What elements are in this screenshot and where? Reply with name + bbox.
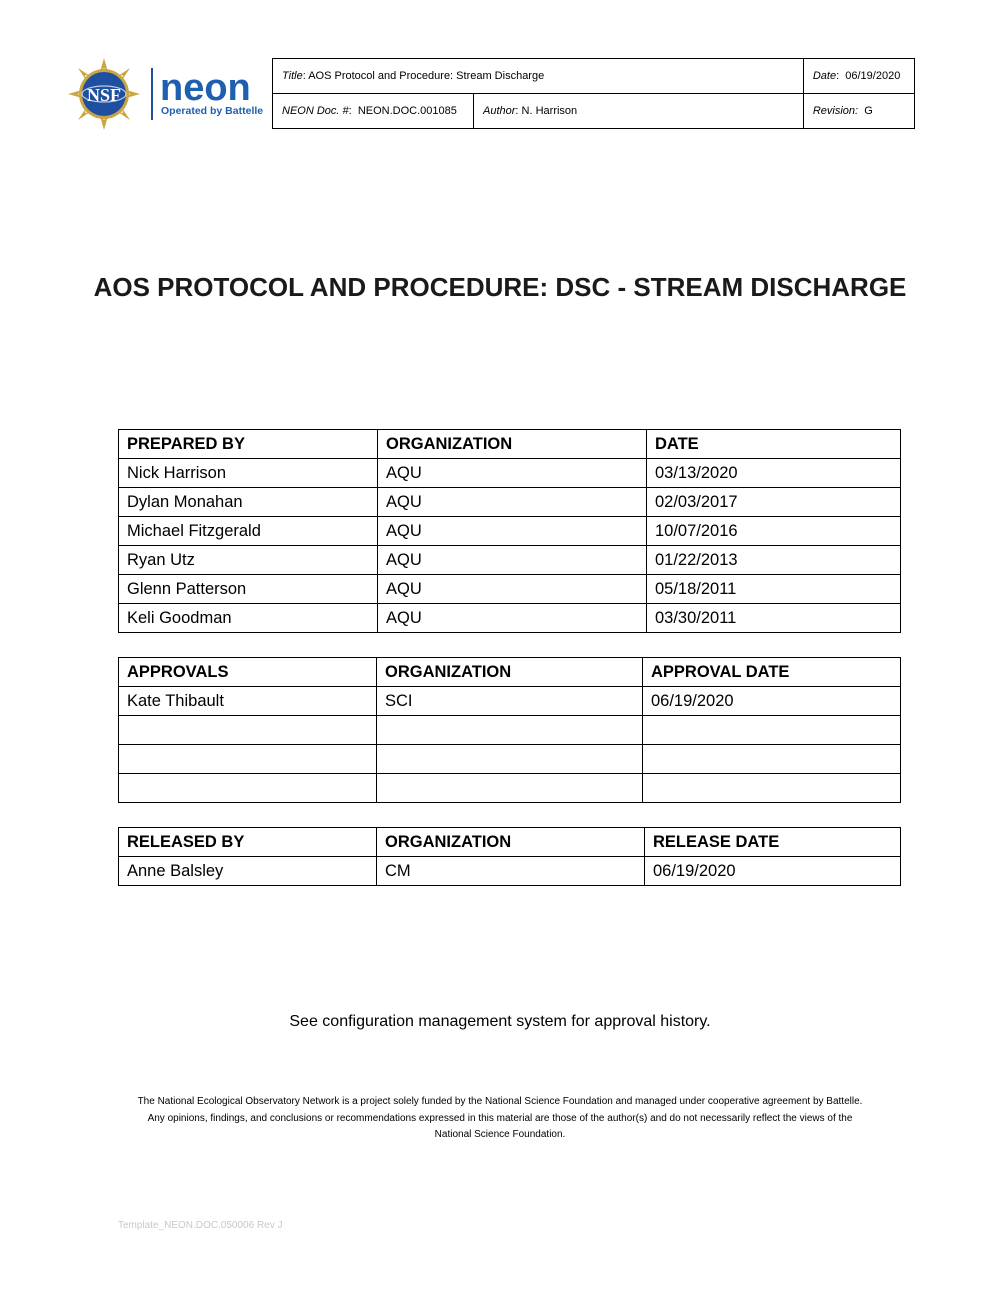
cell: 05/18/2011	[647, 575, 901, 604]
header-logo	[66, 58, 272, 130]
title-value: AOS Protocol and Procedure: Stream Discharge	[308, 70, 545, 82]
cell	[119, 774, 377, 803]
cell: Ryan Utz	[119, 546, 378, 575]
table-header-row	[119, 430, 901, 459]
cell	[119, 716, 377, 745]
battelle-subtitle: Operated by Battelle	[161, 105, 264, 117]
cell: CM	[377, 857, 645, 886]
disclaimer-line: The National Ecological Observatory Network is a project solely funded by the National Science Foundation and managed under cooperative agreement by Battelle.	[137, 1096, 863, 1107]
cell: Keli Goodman	[119, 604, 378, 633]
cell: 06/19/2020	[645, 857, 901, 886]
column-header: RELEASE DATE	[645, 828, 901, 857]
cell	[377, 745, 643, 774]
column-header: APPROVALS	[119, 658, 377, 687]
table-row	[119, 604, 901, 633]
cell	[643, 716, 901, 745]
cell	[377, 716, 643, 745]
table-row	[119, 575, 901, 604]
date-label: Date	[812, 70, 837, 82]
cell	[643, 774, 901, 803]
cell: 02/03/2017	[647, 488, 901, 517]
column-header: PREPARED BY	[119, 430, 378, 459]
cell: Kate Thibault	[119, 687, 377, 716]
cell: AQU	[378, 488, 647, 517]
revision-value: G	[864, 105, 873, 117]
cell	[377, 774, 643, 803]
column-header: ORGANIZATION	[378, 430, 647, 459]
cell: AQU	[378, 517, 647, 546]
cell: 01/22/2013	[647, 546, 901, 575]
cell: AQU	[378, 546, 647, 575]
released-table	[118, 827, 901, 886]
column-header: DATE	[647, 430, 901, 459]
approval-history-note: See configuration management system for approval history.	[289, 1013, 711, 1030]
cell	[119, 745, 377, 774]
date-value: 06/19/2020	[845, 70, 901, 82]
cell: AQU	[378, 575, 647, 604]
author-value: N. Harrison	[521, 105, 578, 117]
cell: 10/07/2016	[647, 517, 901, 546]
disclaimer-line: National Science Foundation.	[434, 1129, 566, 1140]
cell: Glenn Patterson	[119, 575, 378, 604]
neon-wordmark: neon	[160, 67, 251, 109]
column-header: APPROVAL DATE	[643, 658, 901, 687]
cell: 06/19/2020	[643, 687, 901, 716]
nsf-seal-icon	[68, 58, 140, 130]
cell: SCI	[377, 687, 643, 716]
template-id: Template_NEON.DOC.050006 Rev J	[118, 1220, 283, 1231]
cell: Anne Balsley	[119, 857, 377, 886]
doc-label: NEON Doc. #	[282, 105, 349, 117]
author-label: Author	[483, 105, 516, 117]
nsf-seal-lettering: NSF	[86, 85, 122, 105]
table-row	[119, 459, 901, 488]
funding-disclaimer	[110, 1094, 890, 1144]
revision-label: Revision:	[812, 105, 859, 117]
cell: 03/13/2020	[647, 459, 901, 488]
column-header: RELEASED BY	[119, 828, 377, 857]
table-row	[119, 687, 901, 716]
title-label: Title	[282, 70, 303, 82]
cell	[643, 745, 901, 774]
table-row	[119, 517, 901, 546]
cell: Nick Harrison	[119, 459, 378, 488]
column-header: ORGANIZATION	[377, 658, 643, 687]
table-row	[119, 857, 901, 886]
table-header-row	[119, 828, 901, 857]
cell: 03/30/2011	[647, 604, 901, 633]
table-row	[119, 546, 901, 575]
document-title: AOS PROTOCOL AND PROCEDURE: DSC - STREAM DISCHARGE	[93, 272, 907, 302]
cell: Dylan Monahan	[119, 488, 378, 517]
doc-value: NEON.DOC.001085	[357, 105, 457, 117]
table-row	[119, 488, 901, 517]
cell: AQU	[378, 459, 647, 488]
disclaimer-line: Any opinions, findings, and conclusions or recommendations expressed in this material are those of the author(s) and do not necessarily reflect the views of the	[147, 1112, 853, 1124]
approvals-table	[118, 657, 901, 803]
table-row	[119, 745, 901, 774]
column-header: ORGANIZATION	[377, 828, 645, 857]
cell: Michael Fitzgerald	[119, 517, 378, 546]
table-row	[119, 716, 901, 745]
table-row	[119, 774, 901, 803]
header-info-table: Title: AOS Protocol and Procedure: Stream Discharge Date: 06/19/2020 NEON Doc. #: NEON.DOC.001085 Author: N. Harrison Revision: G	[272, 58, 915, 129]
table-header-row	[119, 658, 901, 687]
cell: AQU	[378, 604, 647, 633]
prepared-table	[118, 429, 901, 633]
